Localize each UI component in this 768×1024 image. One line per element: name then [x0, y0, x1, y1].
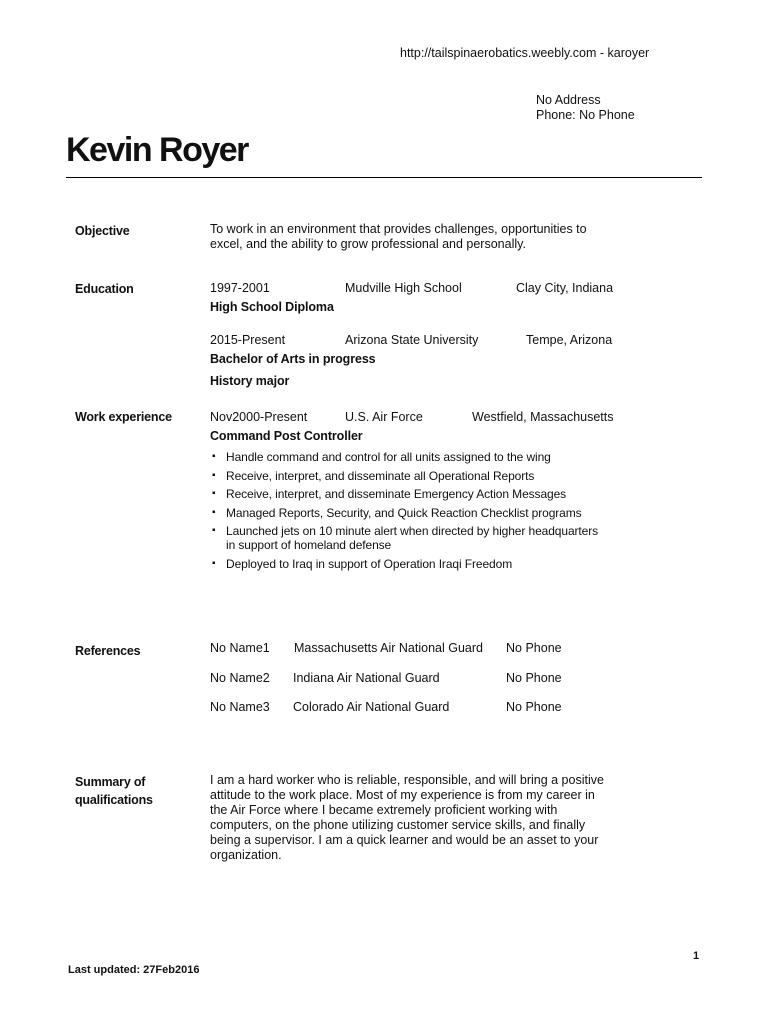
bullet-icon: ▪: [212, 469, 216, 481]
list-item: ▪ Managed Reports, Security, and Quick Reaction Checklist programs: [212, 505, 582, 520]
list-item: ▪ Receive, interpret, and disseminate all Operational Reports: [212, 468, 535, 483]
section-label-work-experience: Work experience: [75, 410, 172, 424]
summary-text: I am a hard worker who is reliable, responsible, and will bring a positive attitude to the work place. Most of my experience is from my career in the Air Force where I became extremely proficient working with computers, on the phone utilizing customer service skills, and finally being a supervisor. I am a quick learner and would be an asset to your organization.: [210, 773, 604, 862]
list-item: ▪ Handle command and control for all units assigned to the wing: [212, 450, 551, 464]
reference-name: No Name3: [210, 700, 270, 714]
education-major: History major: [210, 374, 290, 388]
bullet-icon: ▪: [212, 451, 216, 462]
list-item: ▪ Launched jets on 10 minute alert when directed by higher headquarters in support of homeland defense: [212, 524, 599, 552]
section-label-objective: Objective: [75, 224, 130, 238]
contact-phone: Phone: No Phone: [536, 108, 635, 122]
work-organization: U.S. Air Force: [345, 410, 423, 424]
reference-organization: Indiana Air National Guard: [293, 671, 440, 685]
page-title: Kevin Royer: [66, 131, 248, 169]
contact-address: No Address: [536, 93, 601, 107]
list-item: ▪ Deployed to Iraq in support of Operation Iraqi Freedom: [212, 556, 513, 571]
objective-text: To work in an environment that provides challenges, opportunities to excel, and the ability to grow professional and personally.: [210, 222, 587, 251]
education-dates: 1997-2001: [210, 281, 270, 295]
header-divider: [66, 177, 702, 178]
work-job-title: Command Post Controller: [210, 429, 363, 443]
education-degree: Bachelor of Arts in progress: [210, 352, 376, 366]
bullet-icon: ▪: [212, 506, 216, 518]
education-dates: 2015-Present: [210, 333, 286, 347]
page-number: 1: [693, 950, 700, 962]
bullet-icon: ▪: [212, 557, 216, 569]
last-updated: Last updated: 27Feb2016: [68, 964, 200, 976]
reference-organization: Colorado Air National Guard: [293, 700, 450, 714]
education-location: Clay City, Indiana: [516, 281, 614, 295]
reference-phone: No Phone: [506, 671, 562, 685]
reference-organization: Massachusetts Air National Guard: [294, 641, 483, 655]
education-school: Mudville High School: [345, 281, 462, 295]
education-degree: High School Diploma: [210, 300, 334, 314]
bullet-icon: ▪: [212, 488, 216, 499]
education-school: Arizona State University: [345, 333, 479, 347]
reference-name: No Name2: [210, 671, 270, 685]
section-label-summary: Summary of qualifications: [75, 775, 153, 807]
work-location: Westfield, Massachusetts: [472, 410, 614, 424]
bullet-icon: ▪: [212, 525, 216, 536]
work-dates: Nov2000-Present: [210, 410, 308, 424]
work-duties-list: [210, 450, 610, 575]
reference-name: No Name1: [210, 641, 270, 655]
header-url-line: http://tailspinaerobatics.weebly.com - karoyer: [400, 46, 650, 60]
education-location: Tempe, Arizona: [526, 333, 613, 347]
reference-phone: No Phone: [506, 700, 562, 714]
section-label-education: Education: [75, 282, 134, 296]
list-item: ▪ Receive, interpret, and disseminate Emergency Action Messages: [212, 487, 567, 501]
section-label-references: References: [75, 644, 141, 658]
reference-phone: No Phone: [506, 641, 562, 655]
